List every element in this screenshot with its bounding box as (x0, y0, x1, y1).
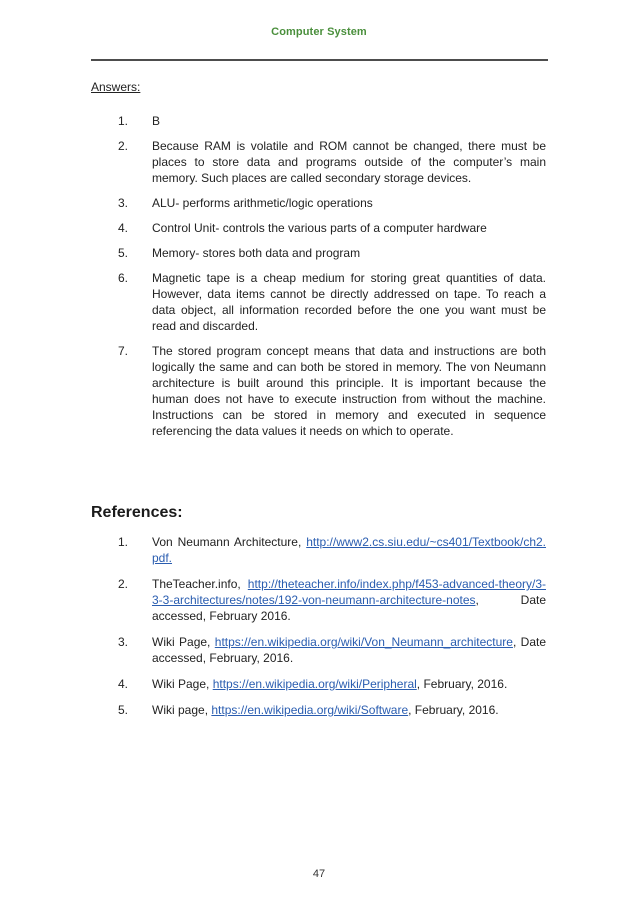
answer-text: Magnetic tape is a cheap medium for storing great quantities of data. However, data items cannot be directly addressed on tape. To reach a data object, all information recorded before the one you want must be read and discarded. (152, 271, 546, 333)
answer-text: The stored program concept means that data and instructions are both logically the same and can both be stored in memory. The von Neumann architecture is built around this principle. It is important because the human does not have to execute instruction from without the machine. Instructions can be stored in memory and executed in sequence referencing the data values it needs on which to operate. (152, 344, 546, 438)
references-list (0, 534, 638, 728)
reference-link[interactable]: http://theteacher.info/index.php/f453-advanced-theory/3-3-3-architectures/notes/192-von-neumann-architecture-notes (152, 577, 546, 607)
answer-number: 3. (118, 196, 129, 210)
answer-item (0, 270, 546, 334)
references-heading: References: (91, 504, 183, 521)
answers-list (0, 113, 638, 448)
reference-suffix: , February, 2016. (408, 703, 499, 717)
answer-item (0, 138, 546, 186)
reference-source: TheTeacher.info, (152, 577, 248, 591)
reference-number: 1. (118, 535, 129, 549)
reference-link[interactable]: https://en.wikipedia.org/wiki/Software (211, 703, 409, 717)
header-divider (91, 59, 548, 61)
answer-text: B (152, 114, 161, 128)
reference-item (0, 634, 546, 666)
answer-item (0, 245, 546, 261)
answer-text: Because RAM is volatile and ROM cannot be changed, there must be places to store data and programs outside of the computer’s main memory. Such places are called secondary storage devices. (152, 139, 546, 185)
reference-number: 5. (118, 703, 129, 717)
answer-item (0, 343, 546, 439)
reference-item (0, 576, 546, 624)
answer-number: 6. (118, 271, 129, 285)
reference-number: 3. (118, 635, 129, 649)
reference-item (0, 702, 546, 718)
reference-suffix: , Date accessed, February 2016. (152, 593, 546, 623)
answer-item (0, 113, 546, 129)
reference-item (0, 534, 546, 566)
answer-text: ALU- performs arithmetic/logic operations (152, 196, 373, 210)
page-number: 47 (312, 868, 326, 880)
reference-source: Von Neumann Architecture, (152, 535, 307, 549)
answers-heading: Answers: (91, 80, 141, 94)
answer-text: Memory- stores both data and program (152, 246, 361, 260)
answer-number: 1. (118, 114, 129, 128)
answer-item (0, 220, 546, 236)
answer-number: 5. (118, 246, 129, 260)
reference-link[interactable]: https://en.wikipedia.org/wiki/Peripheral (212, 677, 417, 691)
reference-source: Wiki Page, (152, 677, 213, 691)
answer-number: 4. (118, 221, 129, 235)
reference-link[interactable]: https://en.wikipedia.org/wiki/Von_Neumann_architecture (214, 635, 513, 649)
reference-suffix: , February, 2016. (416, 677, 508, 691)
reference-number: 2. (118, 577, 129, 591)
reference-number: 4. (118, 677, 129, 691)
reference-source: Wiki Page, (152, 635, 215, 649)
reference-link[interactable]: http://www2.cs.siu.edu/~cs401/Textbook/ch2.pdf. (152, 535, 546, 565)
page-header-title: Computer System (271, 26, 367, 38)
reference-source: Wiki page, (152, 703, 212, 717)
answer-number: 7. (118, 344, 129, 358)
reference-suffix: , Date accessed, February, 2016. (152, 635, 547, 665)
answer-number: 2. (118, 139, 129, 153)
answer-text: Control Unit- controls the various parts of a computer hardware (152, 221, 487, 235)
answer-item (0, 195, 546, 211)
reference-item (0, 676, 546, 692)
